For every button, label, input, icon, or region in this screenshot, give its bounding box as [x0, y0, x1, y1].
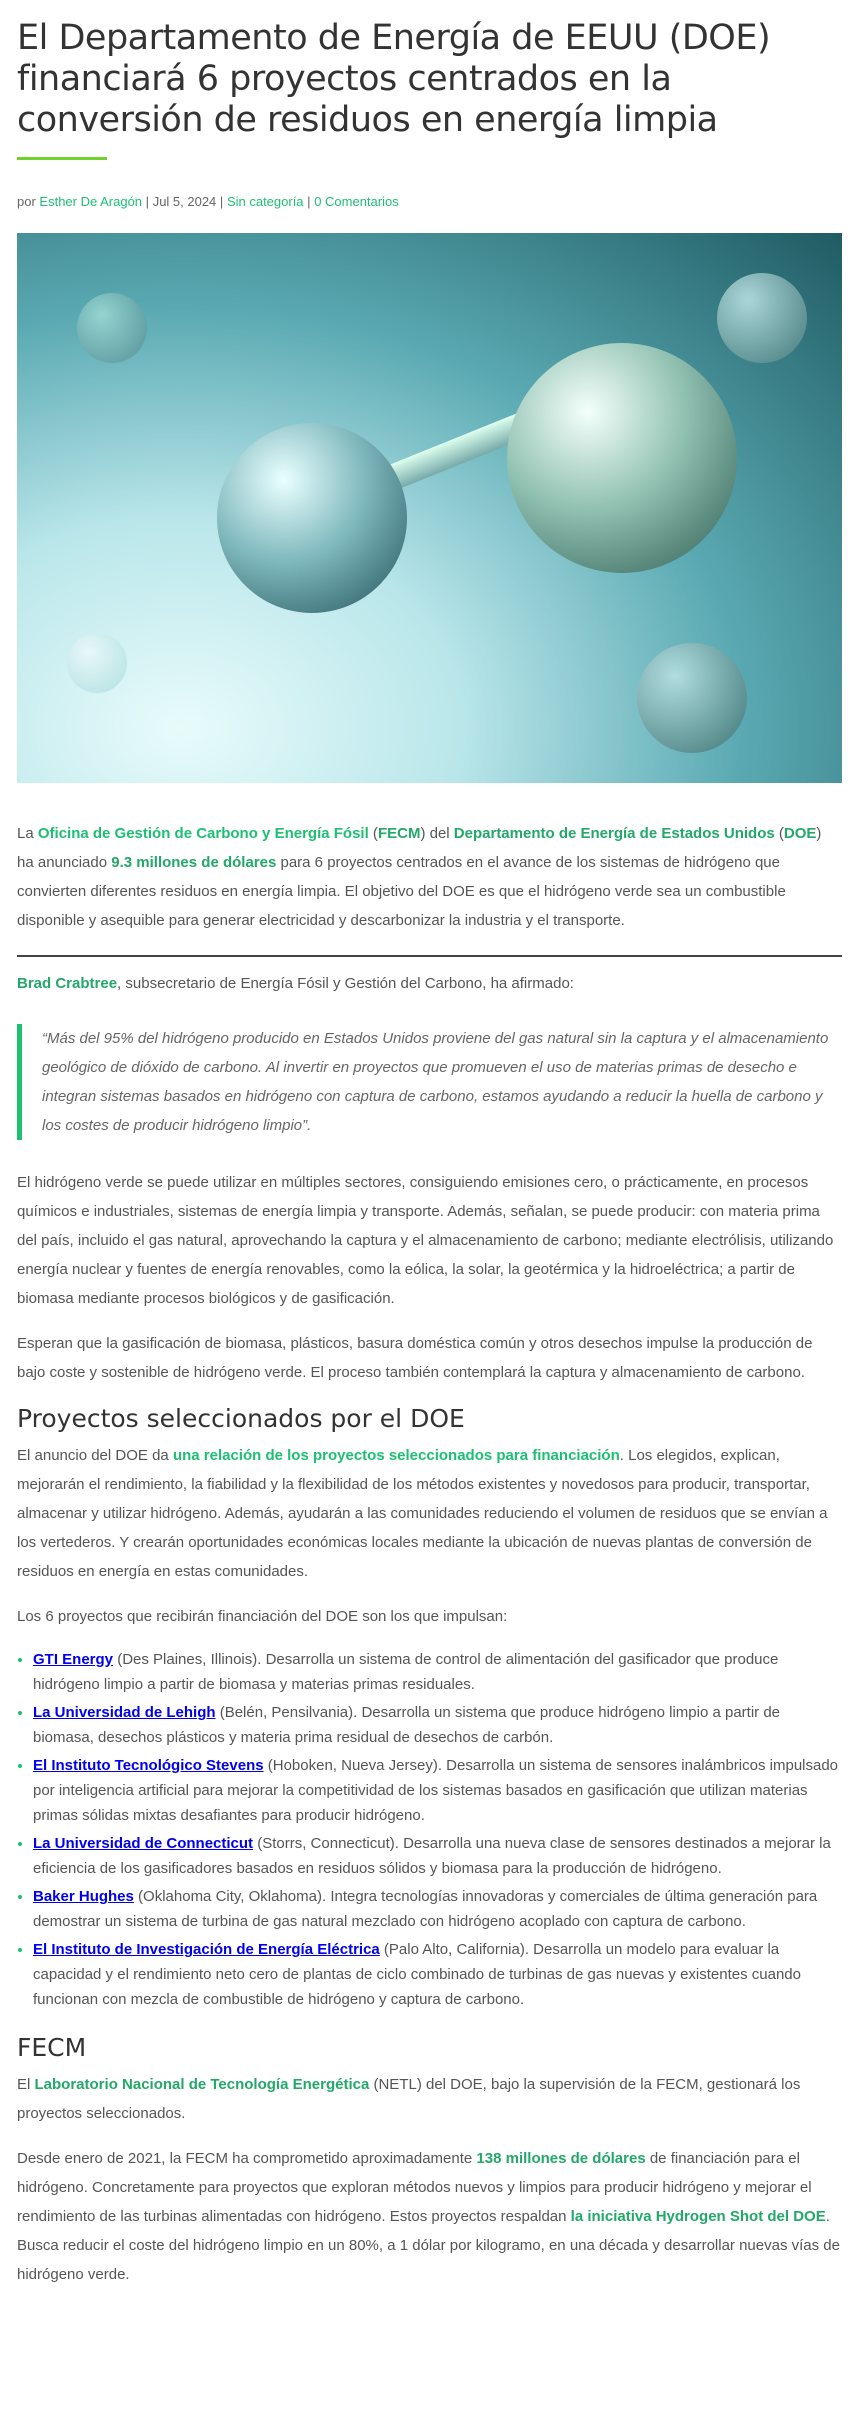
text: Esperan que la gasificación de biomasa, plásticos, basura doméstica común y otros desechos impulse la producción de bajo coste y sostenible de hidrógeno verde. El proceso también contemplará la captura y almacenamiento de carbono.	[17, 1335, 813, 1381]
meta-prefix: por	[17, 194, 36, 209]
text: . Busca reducir el coste del hidrógeno limpio en un 80%, a 1 dólar por kilogramo, en una década y desarrollar nuevas vías de hidrógeno verde.	[17, 2208, 840, 2283]
link[interactable]	[33, 1835, 253, 1852]
meta-separator: |	[219, 194, 224, 209]
list-item	[33, 1937, 842, 2012]
link[interactable]: Oficina de Gestión de Carbono y Energía Fósil	[37, 825, 369, 842]
text: ) del	[420, 825, 454, 842]
list-item	[33, 1753, 842, 1828]
link[interactable]	[454, 825, 775, 842]
paragraph	[17, 2070, 842, 2128]
text: ) ha anunciado	[17, 825, 822, 871]
bold-link[interactable]: GTI Energy	[33, 1651, 114, 1668]
text: (Oklahoma City, Oklahoma). Integra tecnologías innovadoras y comerciales de última generación para demostrar un sistema de turbina de gas natural mezclado con hidrógeno acoplado con captura de carbono.	[33, 1888, 818, 1930]
text: FECM	[17, 2033, 87, 2062]
text: (	[368, 825, 378, 842]
link[interactable]	[784, 825, 817, 842]
text: Los 6 proyectos que recibirán financiación del DOE son los que impulsan:	[17, 1608, 508, 1625]
featured-image-hydrogen-molecules	[17, 233, 842, 783]
text: , subsecretario de Energía Fósil y Gestión del Carbono, ha afirmado:	[117, 975, 574, 992]
meta-separator: |	[145, 194, 150, 209]
link[interactable]	[378, 825, 421, 842]
article	[0, 18, 859, 2289]
text: (	[774, 825, 784, 842]
article-title: El Departamento de Energía de EEUU (DOE) financiará 6 proyectos centrados en la conversión de residuos en energía limpia	[17, 18, 771, 140]
text: El hidrógeno verde se puede utilizar en múltiples sectores, consiguiendo emisiones cero, o prácticamente, en procesos químicos e industriales, sistemas de energía limpia y transporte. Además, señalan, se puede producir: con materia prima del país, incluido el gas natural, aprovechando la captura y el almacenamiento de carbono; mediante electrólisis, utilizando energía nuclear y fuentes de energía renovables, como la eólica, la solar, la geotérmica y la hidroeléctrica; a partir de biomasa mediante procesos biológicos y de gasificación.	[17, 1174, 834, 1307]
paragraph	[17, 969, 842, 998]
bold-link[interactable]: 138 millones de dólares	[476, 2150, 646, 2167]
text: El anuncio del DOE da	[17, 1447, 173, 1464]
bold-link[interactable]: La Universidad de Lehigh	[33, 1704, 216, 1721]
text: para 6 proyectos centrados en el avance de los sistemas de hidrógeno que convierten diferentes residuos en energía limpia. El objetivo del DOE es que el hidrógeno verde sea un combustible disponible y asequible para generar electricidad y descarbonizar la industria y el transporte.	[17, 854, 786, 929]
comments-link[interactable]: 0 Comentarios	[314, 194, 399, 209]
text: (Des Plaines, Illinois). Desarrolla un sistema de control de alimentación del gasificador que produce hidrógeno limpio a partir de biomasa y materias primas residuales.	[33, 1651, 779, 1693]
project-list	[17, 1647, 842, 2012]
section-heading	[17, 2032, 842, 2064]
paragraph	[17, 1168, 842, 1313]
article-body	[17, 819, 842, 2289]
quote	[17, 1024, 842, 1140]
text: Proyectos seleccionados por el DOE	[17, 1404, 465, 1433]
text: de financiación para el hidrógeno. Concretamente para proyectos que exploran métodos nuevos y limpios para producir hidrógeno y mejorar el rendimiento de las turbinas alimentadas con hidrógeno. Estos proyectos respaldan	[17, 2150, 812, 2225]
category-link[interactable]: Sin categoría	[226, 194, 304, 209]
bold-link[interactable]: Departamento de Energía de Estados Unidos	[453, 825, 775, 842]
text: El	[17, 2076, 35, 2093]
bold-link[interactable]: El Instituto de Investigación de Energía Eléctrica	[33, 1941, 380, 1958]
text: “Más del 95% del hidrógeno producido en Estados Unidos proviene del gas natural sin la captura y el almacenamiento geológico de dióxido de carbono. Al invertir en proyectos que promueven el uso de materias primas de desecho e integran sistemas basados en hidrógeno con captura de carbono, estamos ayudando a reducir la huella de carbono y los costes de producir hidrógeno limpio”.	[42, 1030, 829, 1134]
text: (Belén, Pensilvania). Desarrolla un sistema que produce hidrógeno limpio a partir de biomasa, desechos plásticos y materia prima residual de desechos de carbón.	[33, 1704, 781, 1746]
meta-separator: |	[307, 194, 311, 209]
list-item	[33, 1700, 842, 1750]
post-date: Jul 5, 2024	[152, 194, 217, 209]
link[interactable]	[33, 1704, 216, 1721]
bold-link[interactable]: El Instituto Tecnológico Stevens	[33, 1757, 264, 1774]
title-underline	[17, 157, 107, 160]
text: (Storrs, Connecticut). Desarrolla una nueva clase de sensores destinados a mejorar la eficiencia de los gasificadores basados en residuos sólidos y biomasa para la producción de hidrógeno.	[33, 1835, 831, 1877]
bold-link[interactable]: Brad Crabtree	[17, 975, 118, 992]
author-link[interactable]: Esther De Aragón	[39, 194, 143, 209]
text: (NETL) del DOE, bajo la supervisión de la FECM, gestionará los proyectos seleccionados.	[17, 2076, 801, 2122]
bold-link[interactable]: FECM	[377, 825, 421, 842]
text: (Palo Alto, California). Desarrolla un modelo para evaluar la capacidad y el rendimiento neto cero de plantas de ciclo combinado de turbinas de gas nuevas y existentes cuando funcionan con mezcla de combustible de hidrógeno y captura de carbono.	[33, 1941, 801, 2008]
text: (Hoboken, Nueva Jersey). Desarrolla un sistema de sensores inalámbricos impulsado por inteligencia artificial para mejorar la competitividad de los sistemas basados en gasificación que utilizan materias primas sólidas mixtas desafiantes para producir hidrógeno.	[33, 1757, 839, 1824]
text: La	[17, 825, 38, 842]
link[interactable]	[571, 2208, 826, 2225]
link[interactable]	[33, 1757, 264, 1774]
link[interactable]	[476, 2150, 645, 2167]
link[interactable]	[111, 854, 276, 871]
list-item	[33, 1884, 842, 1934]
paragraph	[17, 1441, 842, 1586]
list-item	[33, 1647, 842, 1697]
divider	[17, 955, 842, 957]
list-item	[33, 1831, 842, 1881]
post-meta	[17, 194, 842, 209]
link[interactable]	[17, 975, 117, 992]
text: Desde enero de 2021, la FECM ha comprometido aproximadamente	[17, 2150, 477, 2167]
paragraph	[17, 1602, 842, 1631]
link[interactable]	[35, 2076, 370, 2093]
link[interactable]	[33, 1941, 380, 1958]
bold-link[interactable]: la iniciativa Hydrogen Shot del DOE	[570, 2208, 826, 2225]
link[interactable]	[33, 1888, 134, 1905]
bold-link[interactable]: Laboratorio Nacional de Tecnología Energética	[34, 2076, 370, 2093]
bold-link[interactable]: La Universidad de Connecticut	[33, 1835, 254, 1852]
paragraph	[17, 2144, 842, 2289]
paragraph	[17, 1329, 842, 1387]
link[interactable]	[33, 1651, 113, 1668]
text: . Los elegidos, explican, mejorarán el rendimiento, la fiabilidad y la flexibilidad de los métodos existentes y novedosos para producir, transportar, almacenar y utilizar hidrógeno. Además, ayudarán a las comunidades reduciendo el volumen de residuos que se envían a los vertederos. Y crearán oportunidades económicas locales mediante la ubicación de nuevas plantas de conversión de residuos en energía en estas comunidades.	[17, 1447, 828, 1580]
bold-link[interactable]: DOE	[783, 825, 817, 842]
bold-link[interactable]: Baker Hughes	[33, 1888, 134, 1905]
bold-link[interactable]: 9.3 millones de dólares	[111, 854, 277, 871]
link[interactable]: una relación de los proyectos seleccionados para financiación	[172, 1447, 620, 1464]
section-heading	[17, 1403, 842, 1435]
paragraph	[17, 819, 842, 935]
